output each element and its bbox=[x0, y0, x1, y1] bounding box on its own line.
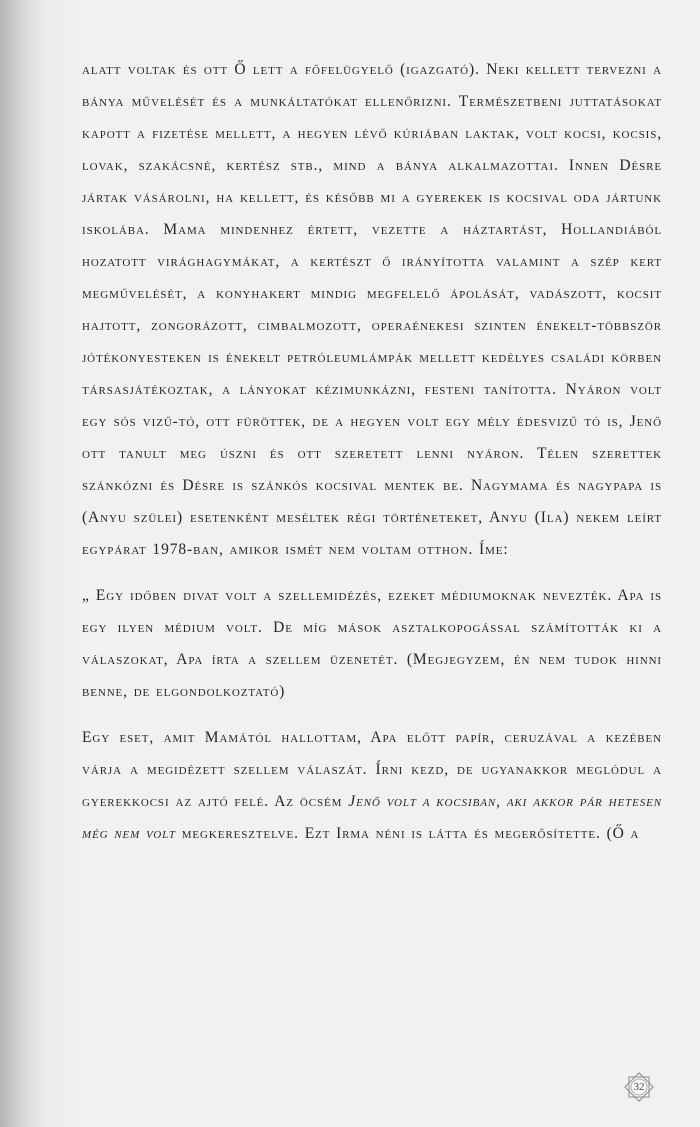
paragraph-lead: Egy eset, amit Mamától hallottam, Apa előtt papír, ceruzával a kezében várja a megidézett szellem válaszát. Írni kezd, de ugyanakkor meglódul a gyerekkocsi az ajtó felé. Az öcsém bbox=[82, 729, 662, 810]
page-number-text: 32 bbox=[633, 1081, 645, 1093]
page-number bbox=[624, 1072, 654, 1102]
paragraph bbox=[82, 722, 662, 850]
paragraph-tail: megkeresztelve. Ezt Irma néni is látta és megerősítette. (Ő a bbox=[175, 825, 640, 842]
paragraph: alatt voltak és ott Ő lett a főfelügyelő (igazgató). Neki kellett tervezni a bánya művelését és a munkáltatókat ellenőrizni. Természetbeni juttatásokat kapott a fizetése mellett, a hegyen lévő kúriában laktak, volt kocsi, kocsis, lovak, szakácsné, kertész stb., mind a bánya alkalmazottai. Innen Désre jártak vásárolni, ha kellett, és később mi a gyerekek is kocsival oda jártunk iskolába. Mama mindenhez értett, vezette a háztartást, Hollandiából hozatott virághagymákat, a kertészt ő irányította valamint a szép kert megművelését, a konyhakert mindig megfelelő ápolását, vadászott, kocsit hajtott, zongorázott, cimbalmozott, operaénekesi szinten énekelt-többször jótékonyesteken is énekelt petróleumlámpák mellett kedélyes családi körben társasjátékoztak, a lányokat kézimunkázni, festeni tanította. Nyáron volt egy sós vizű-tó, ott füröttek, de a hegyen volt egy mély édesvizű tó is, Jenő ott tanult meg úszni és ott szeretett lenni nyáron. Télen szerettek szánkózni és Désre is szánkós kocsival mentek be. Nagymama és nagypapa is (Anyu szülei) esetenként meséltek régi történeteket, Anyu (Ila) nekem leírt egypárat 1978-ban, amikor ismét nem voltam otthon. Íme: bbox=[82, 61, 662, 558]
body-text bbox=[82, 54, 662, 850]
paragraph-italic: Jenő volt a kocsiban, aki akkor pár hetesen még nem volt bbox=[82, 793, 662, 842]
paragraph: „ Egy időben divat volt a szellemidézés, ezeket médiumoknak nevezték. Apa is egy ilyen médium volt. De míg mások asztalkopogással számították ki a válaszokat, Apa írta a szellem üzenetét. (Megjegyzem, én nem tudok hinni benne, de elgondolkoztató) bbox=[82, 587, 662, 700]
